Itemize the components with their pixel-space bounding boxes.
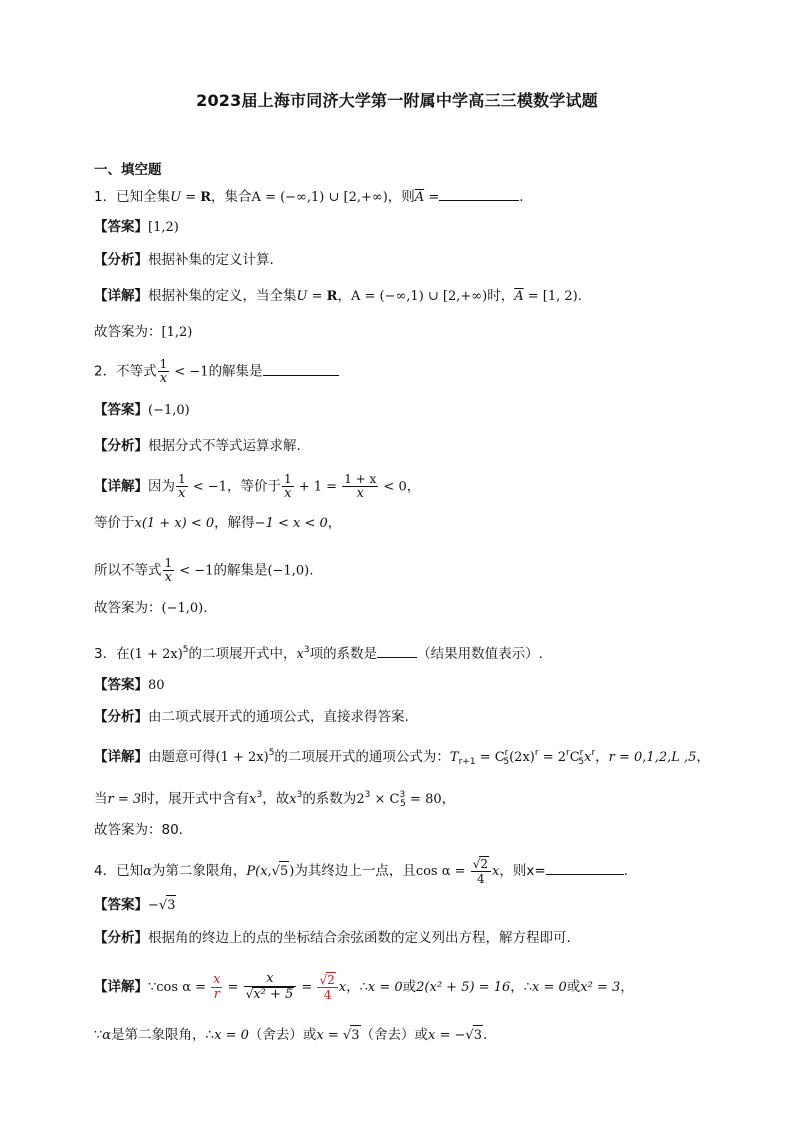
q3-line2-x2-exp: 3 — [296, 790, 303, 800]
q4-detail-f2-den: √x² + 5 — [245, 987, 294, 1002]
q3-text-d: （结果用数值表示）. — [417, 646, 543, 662]
q3-text-b: 的二项展开式中， — [188, 646, 297, 662]
answer-tag: 【答案】 — [94, 677, 148, 693]
q1-eq: = — [181, 190, 201, 205]
q1-conclusion-value: [1,2) — [161, 325, 193, 340]
answer-tag: 【答案】 — [94, 219, 148, 235]
q1-detail-a: 根据补集的定义，当全集 — [148, 288, 297, 304]
q2-line3 — [94, 556, 313, 585]
q4-detail-e: 2(x² + 5) = 16 — [416, 980, 511, 995]
q2-detail-frac2-den: x — [284, 486, 292, 501]
q2-fraction — [158, 357, 170, 386]
q4-frac-num-rad: 2 — [480, 857, 488, 871]
q2-line2 — [94, 513, 341, 534]
detail-tag: 【详解】 — [94, 979, 148, 995]
q1-complement: $\overline{A}$ — [414, 190, 425, 205]
q4-answer: 【答案】−√3 — [94, 895, 176, 916]
q2-detail-e: < 0 — [379, 479, 407, 495]
q4-line2-e: x = — [316, 1028, 343, 1043]
analysis-tag: 【分析】 — [94, 930, 148, 946]
q4-detail-g: x = 0 — [532, 980, 567, 995]
q4-number: 4． — [94, 863, 117, 879]
q1-text-b: ，集合 — [211, 189, 252, 205]
q3-detail-exp: 5 — [268, 748, 275, 758]
q3-text-c: 项的系数是 — [309, 646, 378, 662]
q4-text-a: 已知 — [116, 863, 144, 879]
q4-detail-f3-num: √2 — [317, 972, 337, 988]
q4-detail-frac1 — [211, 973, 222, 1002]
q3-exp: 5 — [182, 645, 189, 655]
q3-line2-x: x — [249, 792, 257, 807]
q1-detail-d: = [1, 2) — [523, 289, 578, 304]
q3-stem — [94, 640, 543, 665]
q4-alpha: α — [143, 864, 152, 879]
q4-answer-prefix: − — [148, 898, 159, 913]
q3-c-sub: 5 — [503, 757, 510, 767]
q1-detail-c: 时， — [487, 288, 515, 304]
q2-conclusion-value: (−1,0) — [161, 601, 204, 616]
q4-x: x — [491, 864, 500, 879]
q3-line2-x-exp: 3 — [256, 790, 263, 800]
q2-conclusion-label: 故答案为： — [94, 600, 162, 616]
q2-detail — [94, 472, 420, 501]
detail-tag: 【详解】 — [94, 478, 148, 495]
q3-formula-sub: r+1 — [458, 757, 476, 767]
q4-line2-b: 是第二象限角，∴ — [111, 1027, 215, 1043]
q4-detail-h: 或 — [566, 979, 581, 995]
q1-detail-eq: = — [307, 289, 327, 304]
q4-detail-d: 或 — [402, 979, 417, 995]
q2-frac-den: x — [159, 371, 168, 386]
q3-formula-2r: r — [566, 748, 570, 758]
q1-stem — [94, 186, 524, 208]
q3-analysis-text: 由二项式展开式的通项公式，直接求得答案. — [148, 709, 409, 725]
q4-point-sqrt: 5 — [279, 861, 289, 882]
analysis-tag: 【分析】 — [94, 438, 148, 454]
q1-answer-value: [1,2) — [148, 220, 179, 235]
q3-number: 3． — [94, 646, 117, 662]
q4-line2-f: （舍去）或 — [360, 1027, 428, 1043]
q3-detail-d: ， — [696, 749, 710, 765]
q3-conclusion: 故答案为：80. — [94, 822, 183, 838]
q3-line2-d: 的系数为 — [302, 791, 357, 807]
q3-answer — [94, 675, 165, 696]
q3-line2-calc2: × C — [370, 792, 400, 807]
q2-text-a: 不等式 — [116, 363, 157, 380]
q2-answer-value: (−1,0) — [148, 403, 190, 418]
q1-conclusion-label: 故答案为： — [94, 324, 162, 340]
q3-answer-value: 80 — [148, 678, 165, 693]
q1-R: R — [200, 190, 212, 205]
q4-frac-num: √2 — [471, 856, 491, 872]
q4-line2-alpha: α — [102, 1028, 112, 1043]
q3-formula-xr: r — [591, 748, 596, 758]
q3-line2-x2: x — [289, 792, 297, 807]
q2-line2-b: ，解得 — [214, 515, 255, 531]
q1-text: 已知全集 — [116, 189, 171, 205]
q3-line2-c-sup: 3 — [399, 790, 406, 800]
q1-detail-R: R — [326, 289, 338, 304]
q1-analysis-text: 根据补集的定义计算. — [148, 252, 274, 268]
q2-conclusion-end: . — [203, 600, 208, 616]
q2-detail-frac3-num: 1 + x — [344, 472, 377, 486]
q3-rvals: r = 0,1,2,L ,5 — [608, 750, 697, 765]
q3-formula-c2-sub: 5 — [578, 757, 585, 767]
because-symbol-2: ∵ — [94, 1028, 103, 1043]
q2-line2-c: ， — [327, 515, 342, 531]
q4-detail-i: x² = 3 — [580, 980, 621, 995]
q2-detail-b: < −1 — [188, 479, 227, 495]
detail-tag: 【详解】 — [94, 288, 148, 304]
q3-line2-c-sub: 5 — [400, 799, 406, 809]
q1-text-d: = — [424, 190, 440, 205]
q3-analysis — [94, 707, 409, 727]
q4-detail-b: ， — [346, 979, 360, 995]
q4-text-c: 为其终边上一点，且 — [294, 863, 416, 879]
q2-line3-b: < −1 — [175, 563, 214, 579]
q1-detail — [94, 286, 582, 307]
q4-detail-f1-num: x — [213, 971, 221, 987]
q1-detail-e: . — [577, 288, 582, 304]
q2-line3-frac-num: 1 — [164, 556, 173, 570]
q4-text-e: x= — [526, 863, 546, 879]
q1-number: 1． — [94, 189, 117, 205]
q3-detail-b: 的二项展开式的通项公式为： — [274, 749, 450, 765]
q2-frac-num: 1 — [159, 357, 168, 371]
q1-detail-u: U — [296, 289, 308, 304]
q4-answer-blank — [546, 860, 624, 875]
q1-text-c: ，则 — [387, 189, 415, 205]
q3-formula-T: T — [449, 750, 459, 765]
q3-detail — [94, 743, 710, 772]
q4-cos: cos α = — [415, 864, 470, 879]
q2-detail-frac — [176, 472, 188, 501]
q2-conclusion — [94, 598, 208, 619]
q3-term-exp: 3 — [303, 645, 310, 655]
q4-answer-sqrt: 3 — [166, 895, 176, 916]
q2-detail-d: + 1 = — [294, 479, 342, 495]
q1-analysis — [94, 250, 274, 270]
q4-analysis — [94, 928, 571, 948]
q4-line2: ∵α是第二象限角，∴x = 0（舍去）或x = √3（舍去）或x = −√3. — [94, 1025, 487, 1046]
q4-analysis-text: 根据角的终边上的点的坐标结合余弦函数的定义列出方程，解方程即可. — [148, 930, 571, 946]
q4-text-b: 为第二象限角， — [151, 863, 247, 879]
q2-stem — [94, 357, 339, 386]
q4-detail-frac3 — [317, 972, 337, 1002]
q1-answer-blank — [439, 186, 519, 201]
q1-u: U — [170, 190, 182, 205]
q3-line2-calc-exp: 3 — [364, 790, 371, 800]
q4-stem: 4．已知α为第二象限角，P(x,√5)为其终边上一点，且cos α = $\frac{√2}{4}$ x，则x= . — [94, 857, 628, 886]
page-title: 2023届上海市同济大学第一附属中学高三三模数学试题 — [196, 91, 598, 110]
q4-detail-f: ， — [510, 979, 524, 995]
answer-tag: 【答案】 — [94, 402, 148, 418]
analysis-tag: 【分析】 — [94, 709, 148, 725]
q2-line3-c: 的解集是 — [213, 562, 268, 579]
q4-detail-f2-den-rad: x² + 5 — [253, 987, 294, 1002]
q3-formula-2x: (2x) — [509, 750, 535, 765]
q2-detail-frac-den: x — [178, 486, 186, 501]
q3-formula-C2: C — [569, 750, 580, 765]
q4-line2-sqrt: 3 — [350, 1025, 360, 1046]
q2-detail-a: 因为 — [148, 478, 175, 495]
q2-answer — [94, 400, 190, 421]
q3-line2-r: r = 3 — [107, 792, 142, 807]
q3-c-sup: r — [504, 748, 509, 758]
q2-analysis — [94, 436, 301, 456]
q2-detail-frac3 — [342, 472, 378, 501]
q4-point-end: ) — [289, 864, 295, 879]
q2-text-c: 的解集是 — [208, 363, 263, 380]
q3-expr: (1 + 2x) — [129, 647, 183, 662]
q2-detail-c: ，等价于 — [226, 478, 281, 495]
q2-detail-frac2-num: 1 — [283, 472, 292, 486]
section-heading: 一、填空题 — [94, 162, 162, 178]
therefore-symbol-2: ∴ — [523, 980, 533, 995]
q2-line3-frac — [163, 556, 175, 585]
q4-detail-f2-num: x — [244, 972, 297, 987]
q4-line2-h: . — [482, 1027, 488, 1043]
q2-line2-expr2: −1 < x < 0 — [254, 516, 328, 531]
q3-detail-expr: (1 + 2x) — [215, 750, 269, 765]
q2-detail-frac2 — [282, 472, 294, 501]
q4-detail-f1-den: r — [213, 986, 220, 1002]
q4-line2-g: x = − — [428, 1028, 466, 1043]
q2-line3-a: 所以不等式 — [94, 562, 162, 579]
q1-end: . — [519, 189, 524, 205]
analysis-tag: 【分析】 — [94, 252, 148, 268]
q4-frac-den: 4 — [477, 872, 485, 886]
q4-fraction — [471, 856, 491, 886]
q2-ineq: < −1 — [170, 364, 209, 380]
q4-detail-j: ， — [620, 979, 634, 995]
q3-text-a: 在 — [116, 646, 130, 662]
q2-detail-frac-num: 1 — [178, 472, 186, 486]
q2-analysis-text: 根据分式不等式运算求解. — [148, 438, 301, 454]
q3-formula-x: x — [584, 750, 592, 765]
q3-line2-c: ，故 — [262, 791, 290, 807]
q2-line3-d: . — [309, 562, 314, 579]
q1-detail-abar: $\overline{A}$ — [514, 289, 524, 304]
q3-answer-blank — [377, 643, 417, 658]
q4-detail-frac2 — [244, 972, 297, 1002]
q3-line2-calc: 2 — [356, 792, 365, 807]
q4-detail-c: x = 0 — [367, 980, 403, 995]
q4-point: P(x, — [246, 864, 272, 879]
q4-line2-c: x = 0 — [214, 1028, 249, 1043]
q2-answer-blank — [263, 361, 339, 376]
q3-formula-C: = C — [475, 750, 505, 765]
q4-line2-sqrt2: 3 — [473, 1025, 483, 1046]
q3-term: x — [296, 647, 304, 662]
therefore-symbol: ∴ — [359, 980, 368, 995]
q1-detail-set: A = (−∞,1) ∪ [2,+∞) — [350, 289, 488, 304]
q3-line2-a: 当 — [94, 791, 108, 807]
q2-detail-f: ， — [406, 478, 421, 495]
q2-line3-val: (−1,0) — [267, 563, 310, 579]
q3-line2-e: ， — [441, 791, 456, 807]
q3-line2-calc3: = 80 — [405, 792, 442, 807]
q3-line2-b: 时，展开式中含有 — [141, 791, 250, 807]
q4-end: . — [623, 863, 628, 879]
q4-detail-x: x — [338, 980, 347, 995]
q1-answer — [94, 217, 179, 238]
q4-line2-d: （舍去）或 — [248, 1027, 317, 1043]
q3-detail-c: ， — [595, 749, 609, 765]
q3-detail-a: 由题意可得 — [148, 749, 216, 765]
q2-line3-frac-den: x — [164, 570, 172, 585]
q4-detail-cos: cos α = — [156, 980, 211, 995]
q4-detail: 【详解】∵cos α = $\frac{x}{r}$ = $\frac{x}{\text{√x² + 5}}$ = $\frac{√2}{4}$ x，∴x = 0或2(x² + 5) = 16，∴x = 0或x² = 3， — [94, 971, 634, 1002]
q2-number: 2． — [94, 363, 117, 380]
q2-line2-a: 等价于 — [94, 515, 135, 531]
q3-formula-r: r — [534, 748, 539, 758]
because-symbol: ∵ — [148, 980, 157, 995]
q2-detail-frac3-den: x — [356, 486, 364, 501]
q4-detail-f3-num-rad: 2 — [327, 973, 335, 987]
q1-detail-b: ， — [337, 288, 351, 304]
detail-tag: 【详解】 — [94, 749, 148, 765]
q3-formula-2: = 2 — [538, 750, 566, 765]
q1-conclusion — [94, 322, 192, 343]
q1-set-A: A = (−∞,1) ∪ [2,+∞) — [251, 190, 388, 205]
q2-line2-expr: x(1 + x) < 0 — [134, 516, 215, 531]
q3-line2 — [94, 785, 455, 814]
q4-detail-f3-den: 4 — [323, 988, 332, 1002]
q4-text-d: ，则 — [499, 863, 527, 879]
answer-tag: 【答案】 — [94, 897, 148, 913]
q3-formula-c2-sup: r — [579, 748, 584, 758]
